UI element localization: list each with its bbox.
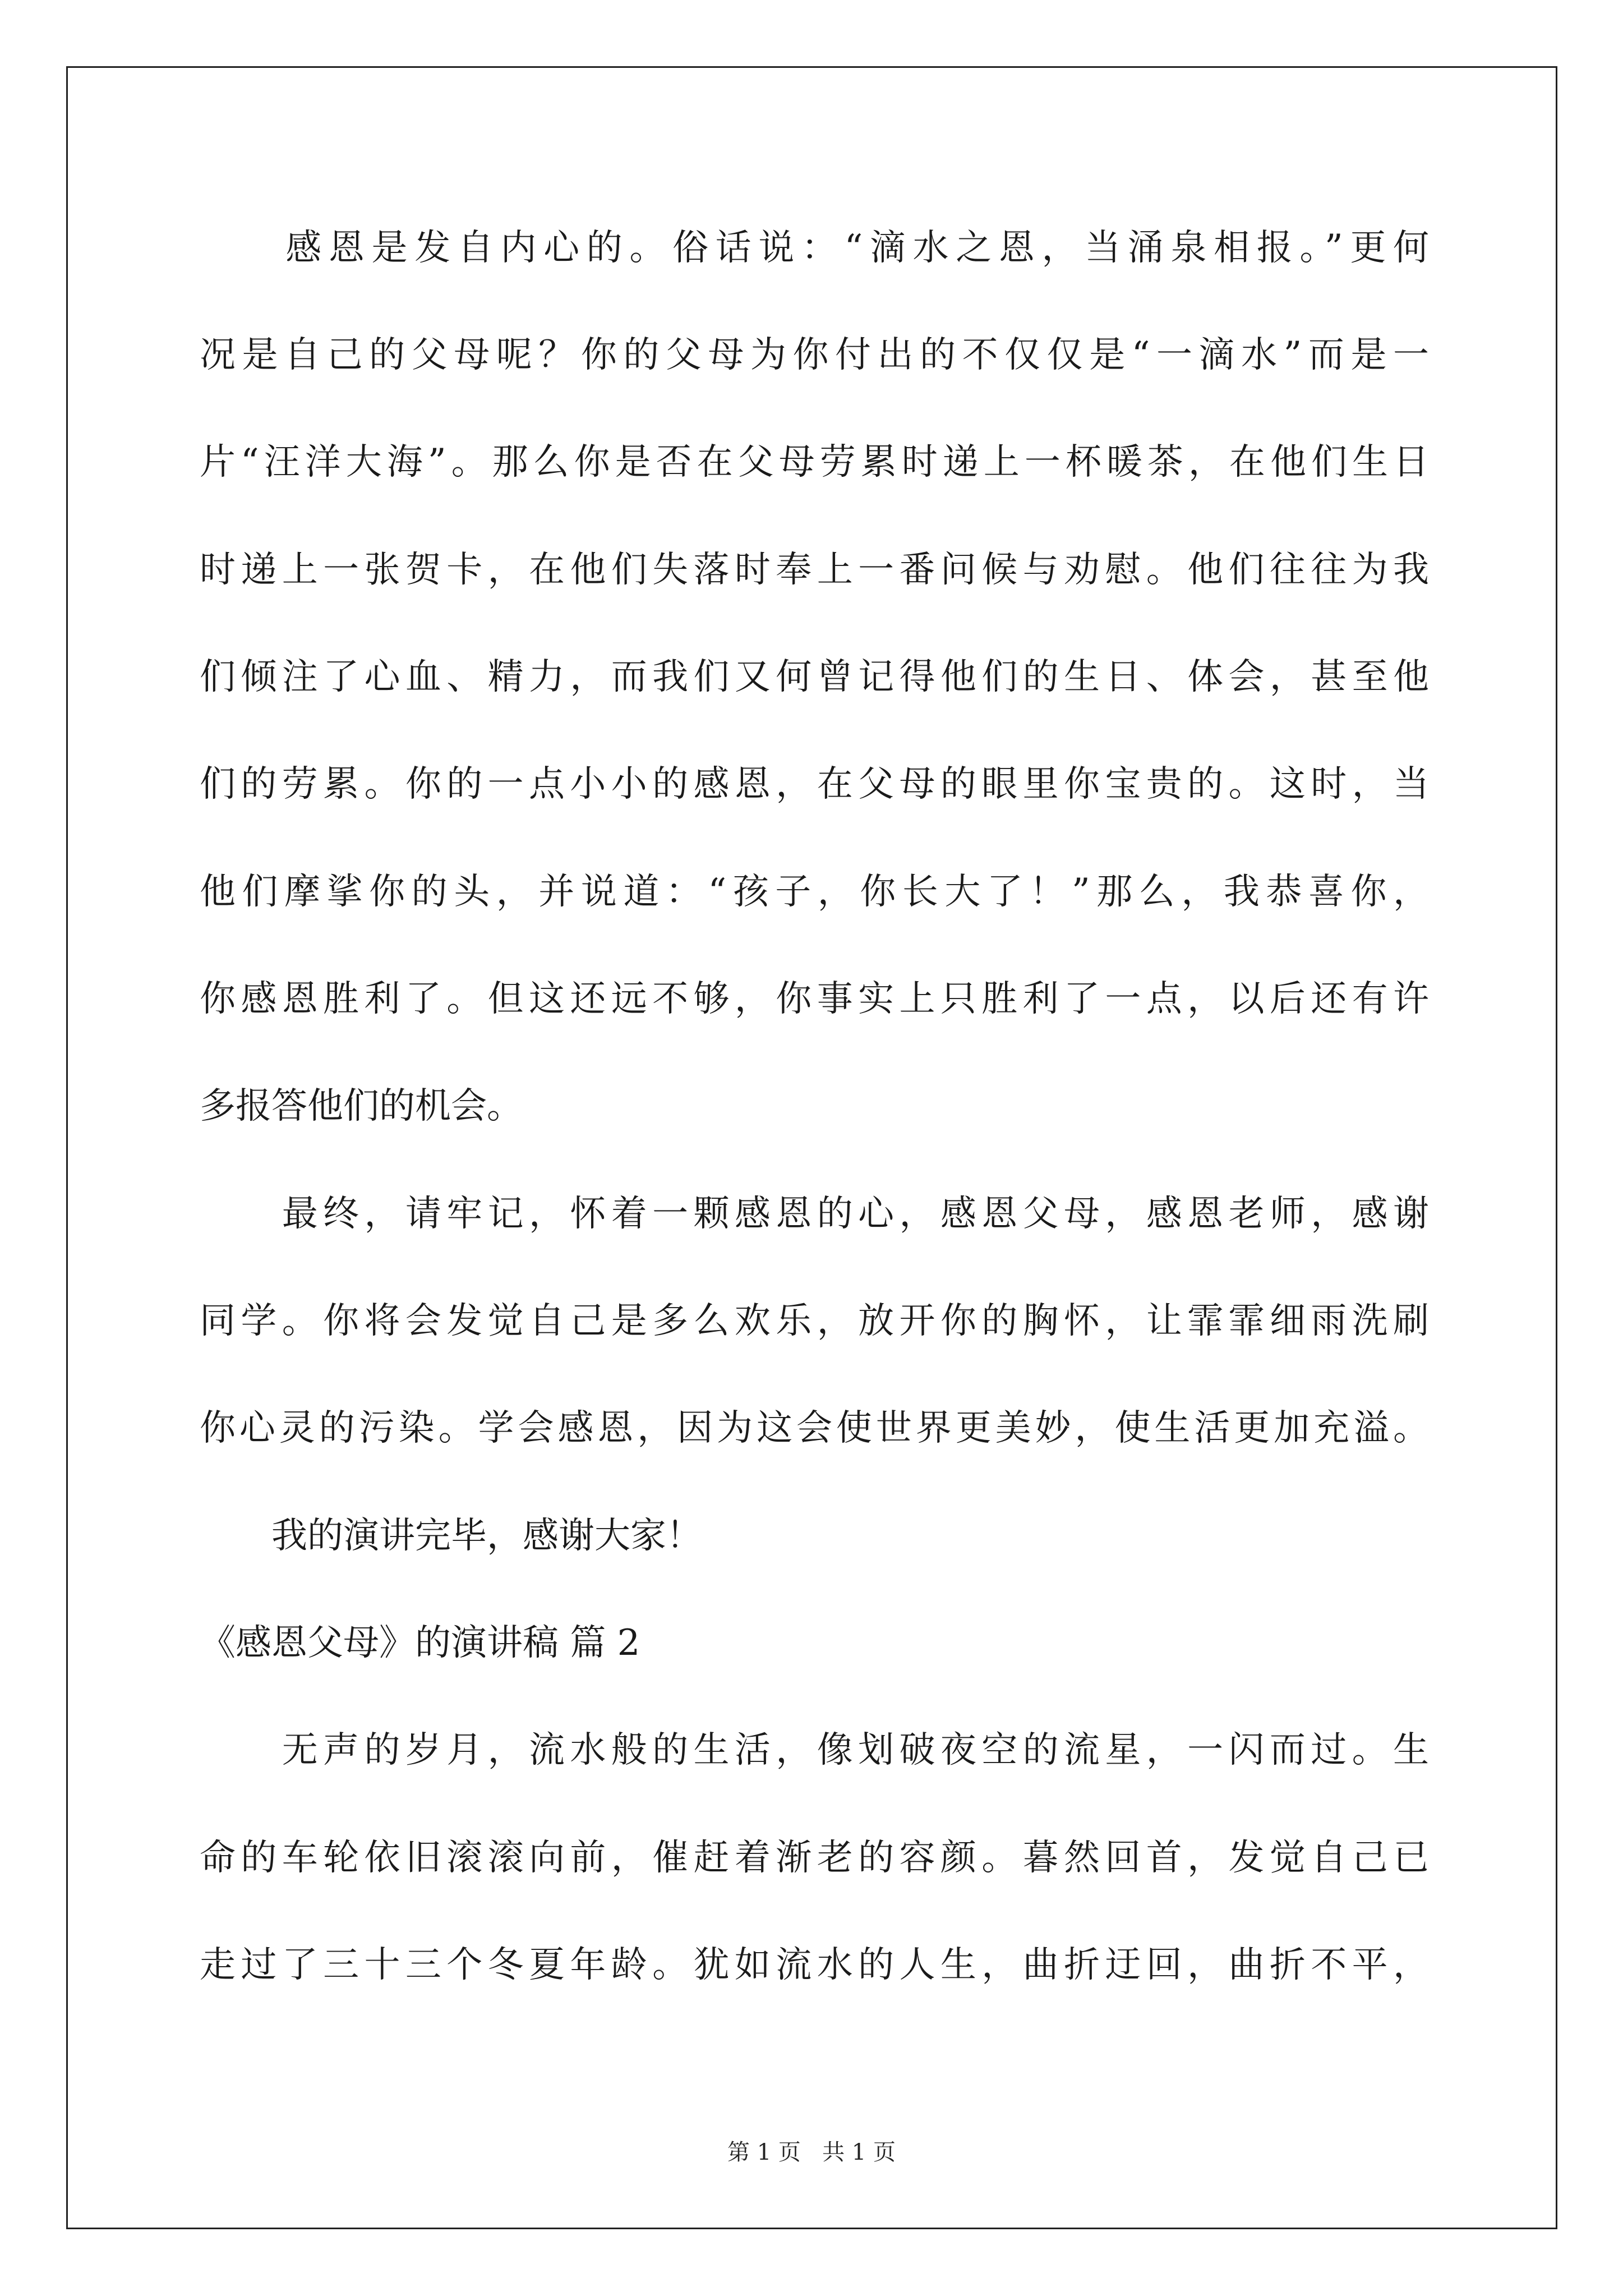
page-border — [66, 66, 1557, 2229]
paragraph-line: 我的演讲完毕，感谢大家！ — [200, 1515, 702, 1557]
paragraph-line: 片“汪洋大海”。那么你是否在父母劳累时递上一杯暖茶，在他们生日 — [200, 441, 1429, 483]
paragraph-line: 况是自己的父母呢？你的父母为你付出的不仅仅是“一滴水”而是一 — [200, 334, 1429, 376]
paragraph-line: 同学。你将会发觉自己是多么欢乐，放开你的胸怀，让霏霏细雨洗刷 — [200, 1300, 1429, 1342]
paragraph-line: 你心灵的污染。学会感恩，因为这会使世界更美妙，使生活更加充溢。 — [200, 1407, 1429, 1449]
paragraph-line: 你感恩胜利了。但这还远不够，你事实上只胜利了一点，以后还有许 — [200, 978, 1429, 1020]
page-footer: 第 1 页 共 1 页 — [727, 2139, 896, 2165]
paragraph-line: 感恩是发自内心的。俗话说：“滴水之恩，当涌泉相报。”更何 — [200, 227, 1429, 269]
paragraph-line: 命的车轮依旧滚滚向前，催赶着渐老的容颜。暮然回首，发觉自己已 — [200, 1837, 1429, 1879]
paragraph-line: 们倾注了心血、精力，而我们又何曾记得他们的生日、体会，甚至他 — [200, 656, 1429, 698]
paragraph-line: 无声的岁月，流水般的生活，像划破夜空的流星，一闪而过。生 — [200, 1729, 1429, 1771]
paragraph-line: 走过了三十三个冬夏年龄。犹如流水的人生，曲折迂回，曲折不平， — [200, 1944, 1429, 1986]
paragraph-line: 多报答他们的机会。 — [200, 1085, 523, 1127]
paragraph-line: 们的劳累。你的一点小小的感恩，在父母的眼里你宝贵的。这时，当 — [200, 763, 1429, 805]
paragraph-line: 最终，请牢记，怀着一颗感恩的心，感恩父母，感恩老师，感谢 — [200, 1193, 1429, 1235]
section-heading: 《感恩父母》的演讲稿 篇 2 — [200, 1622, 640, 1664]
paragraph-line: 时递上一张贺卡，在他们失落时奉上一番问候与劝慰。他们往往为我 — [200, 549, 1429, 591]
paragraph-line: 他们摩挲你的头，并说道：“孩子，你长大了！”那么，我恭喜你， — [200, 871, 1429, 913]
